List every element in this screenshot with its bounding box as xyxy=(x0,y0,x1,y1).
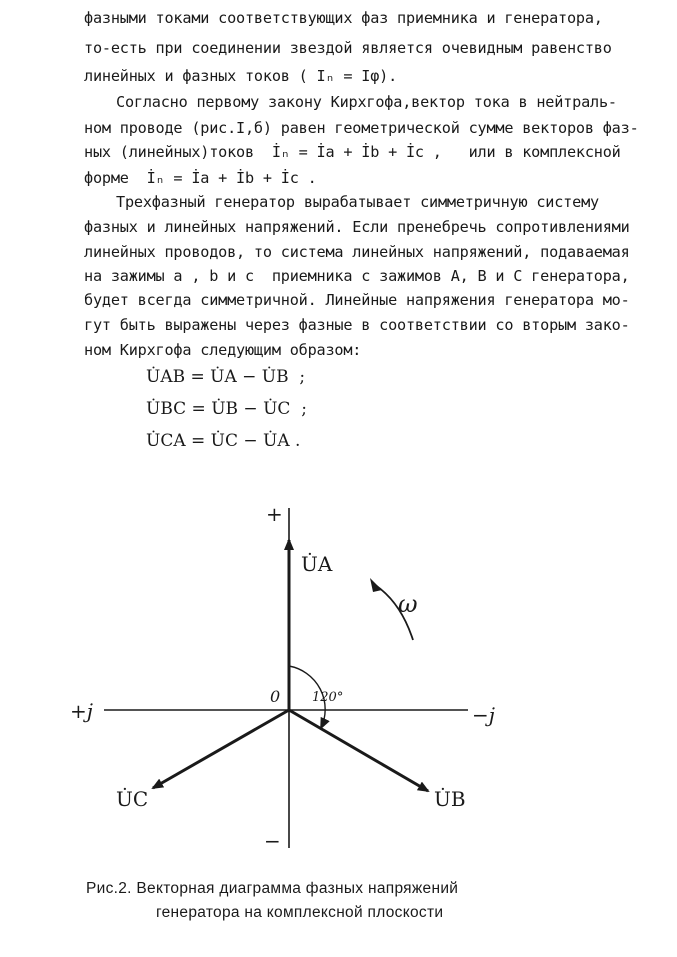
minus-j-label: −j xyxy=(472,703,495,727)
text-line-8: Трехфазный генератор вырабатывает симметричную систему xyxy=(116,193,599,211)
omega-label: ω xyxy=(398,590,418,618)
phasor-uc xyxy=(153,710,289,788)
minus-label: − xyxy=(264,829,281,853)
equation-uca: U̇CA = U̇C − U̇A . xyxy=(146,431,301,451)
text-line-2: то-есть при соединении звездой является очевидным равенство xyxy=(84,39,612,57)
equation-ubc: U̇BC = U̇B − U̇C ; xyxy=(146,399,307,419)
text-line-7: форме İₙ = İa + İb + İc . xyxy=(84,169,317,187)
text-line-3: линейных и фазных токов ( Iₙ = Iφ). xyxy=(84,67,398,85)
uc-label: U̇C xyxy=(116,787,149,811)
text-line-6: ных (линейных)токов İₙ = İa + İb + İc , или в комплексной xyxy=(84,143,621,161)
text-line-4: Согласно первому закону Кирхгофа,вектор тока в нейтраль- xyxy=(116,93,617,111)
angle-label: 120° xyxy=(312,690,344,705)
figure-caption-line-1: Рис.2. Векторная диаграмма фазных напряжений xyxy=(86,880,459,897)
ua-label: U̇A xyxy=(301,552,333,576)
text-line-12: будет всегда симметричной. Линейные напряжения генератора мо- xyxy=(84,291,630,309)
origin-label: 0 xyxy=(270,687,281,706)
text-line-10: линейных проводов, то система линейных напряжений, подаваемая xyxy=(84,243,630,261)
text-line-13: гут быть выражены через фазные в соответствии со вторым зако- xyxy=(84,316,630,334)
text-line-14: ном Кирхгофа следующим образом: xyxy=(84,341,362,359)
ub-label: U̇B xyxy=(434,787,466,811)
text-line-9: фазных и линейных напряжений. Если пренебречь сопротивлениями xyxy=(84,218,630,236)
plus-j-label: +j xyxy=(70,699,93,723)
text-line-1: фазными токами соответствующих фаз приемника и генератора, xyxy=(84,9,603,27)
figure-caption-line-2: генератора на комплексной плоскости xyxy=(156,904,444,921)
plus-label: + xyxy=(266,502,283,526)
rotation-arrowhead xyxy=(370,578,382,592)
phasor-ub xyxy=(289,710,428,791)
text-line-5: ном проводе (рис.I,б) равен геометрической сумме векторов фаз- xyxy=(84,119,639,137)
equation-uab: U̇AB = U̇A − U̇B ; xyxy=(146,367,306,387)
text-line-11: на зажимы a , b и c приемника с зажимов A, B и C генератора, xyxy=(84,267,630,285)
